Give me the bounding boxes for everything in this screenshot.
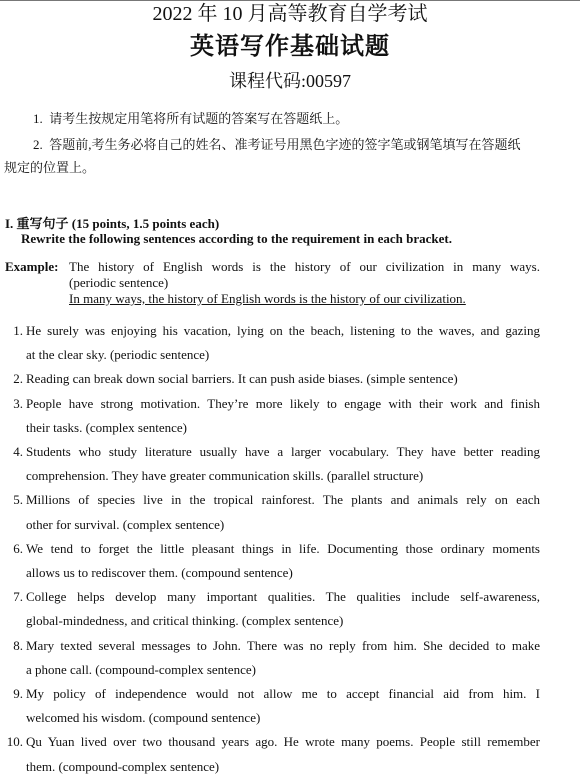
question-number: 7. [13,589,23,605]
question-number: 3. [13,395,23,411]
instruction-text: 请考生按规定用笔将所有试题的答案写在答题纸上。 [49,111,349,126]
question-number: 1. [13,323,23,338]
example-answer: In many ways, the history of English words is the history of our civilization. [69,291,466,306]
question-text: Mary texted several messages to John. There was no reply from him. She decided to make [26,637,540,653]
question-7 [13,589,540,605]
question-number: 8. [13,637,23,653]
question-text: Qu Yuan lived over two thousand years ago. He wrote many poems. People still remember [26,734,540,750]
question-number: 2. [13,371,23,387]
exam-title: 2022 年 10 月高等教育自学考试 [152,3,428,25]
instruction-number: 2. [33,137,43,152]
question-10-continued: them. (compound-complex sentence) [26,758,220,774]
question-6-continued: allows us to rediscover them. (compound sentence) [26,565,293,580]
course-code: 课程代码:00597 [228,71,351,91]
subject-title: 英语写作基础试题 [190,34,390,60]
question-9-continued: welcomed his wisdom. (compound sentence) [26,710,261,726]
question-9 [13,686,540,702]
instruction-1 [33,111,348,127]
question-7-continued: global-mindedness, and critical thinking. (complex sentence) [26,613,344,629]
question-number: 5. [13,492,23,508]
section-title: I. 重写句子 (15 points, 1.5 points each) [5,216,220,231]
question-number: 9. [13,686,23,701]
question-number: 4. [13,444,23,459]
question-4-continued: comprehension. They have greater communication skills. (parallel structure) [26,468,424,484]
question-text: He surely was enjoying his vacation, lying on the beach, listening to the waves, and gazing [26,323,540,338]
question-8-continued: a phone call. (compound-complex sentence) [26,661,256,677]
question-3 [13,395,540,412]
question-10 [6,734,540,750]
question-1 [13,323,540,339]
instruction-2-continued: 规定的位置上。 [4,160,96,175]
question-text: Students who study literature usually have a larger vocabulary. They have better reading [26,444,540,459]
question-5-continued: other for survival. (complex sentence) [26,516,225,532]
example-requirement: (periodic sentence) [69,275,169,290]
section-instruction: Rewrite the following sentences according to the requirement in each bracket. [21,231,452,246]
question-1-continued: at the clear sky. (periodic sentence) [26,347,210,363]
example-label: Example: [5,259,59,274]
question-4 [13,444,540,460]
question-5 [13,492,540,508]
instruction-text: 答题前,考生务必将自己的姓名、准考证号用黑色字迹的签字笔或钢笔填写在答题纸 [49,137,521,152]
instruction-2 [33,137,568,153]
question-text: We tend to forget the little pleasant things in life. Documenting those ordinary moments [26,540,540,556]
question-text: Reading can break down social barriers. It can push aside biases. (simple sentence) [26,371,458,387]
question-8 [13,637,540,654]
example-sentence: The history of English words is the history of our civilization in many ways. [69,259,540,274]
question-text: Millions of species live in the tropical rainforest. The plants and animals rely on each [26,492,540,508]
question-text: People have strong motivation. They’re more likely to engage with their work and finish [26,395,540,411]
question-2 [13,371,540,387]
question-3-continued: their tasks. (complex sentence) [26,419,187,435]
instruction-number: 1. [33,111,43,126]
question-6 [13,540,540,557]
question-number: 10. [6,734,23,750]
question-text: College helps develop many important qualities. The qualities include self-awareness, [26,589,540,605]
question-text: My policy of independence would not allow me to accept financial aid from him. I [26,686,540,701]
question-number: 6. [13,540,23,556]
